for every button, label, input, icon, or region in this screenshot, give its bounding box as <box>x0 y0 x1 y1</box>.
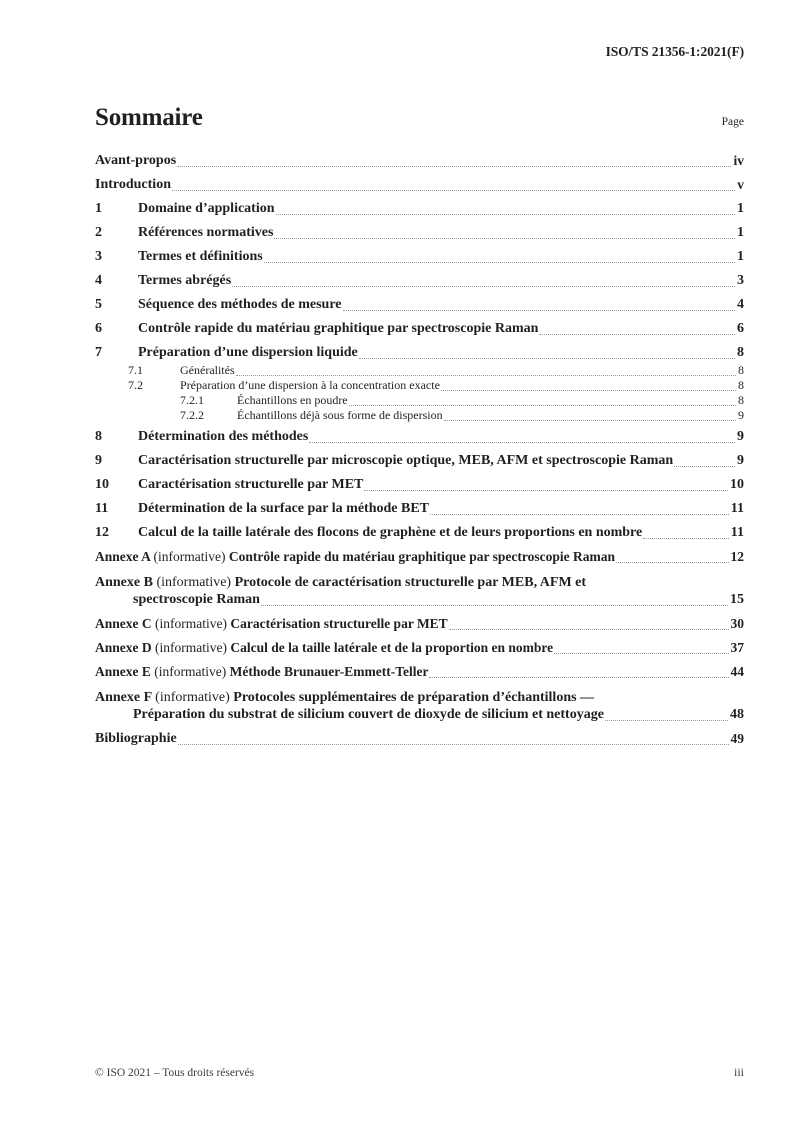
toc-leader-dots <box>264 251 735 263</box>
toc-entry-page: 6 <box>737 321 744 336</box>
toc-entry-label: Calcul de la taille latérale des flocons de graphène et de leurs proportions en nombre <box>138 525 643 540</box>
toc-entry-body <box>237 393 744 408</box>
toc-annex-page: 12 <box>730 549 744 564</box>
toc-entry-number: 7.2.1 <box>180 393 204 407</box>
toc-entry-label: Termes abrégés <box>138 273 232 288</box>
toc-entry[interactable] <box>95 153 744 169</box>
toc-entry-label: Échantillons déjà sous forme de dispersion <box>237 408 443 422</box>
toc-leader-dots <box>643 527 729 539</box>
toc-annex-title-line-1: Méthode Brunauer-Emmett-Teller <box>229 664 429 679</box>
toc-annex-informative-tag: (informative) <box>155 690 230 705</box>
page-footer <box>95 1065 744 1080</box>
toc-leader-dots <box>674 455 735 467</box>
toc-entry-page: 9 <box>737 453 744 468</box>
toc-entry-number: 9 <box>95 453 102 468</box>
toc-entry-page: 8 <box>738 378 744 392</box>
toc-entry[interactable] <box>95 225 744 241</box>
toc-entry[interactable] <box>95 321 744 337</box>
toc-annex-heading <box>95 616 448 632</box>
toc-leader-dots <box>364 479 728 491</box>
toc-annex-body <box>95 640 744 656</box>
toc-entry-number: 10 <box>95 477 109 492</box>
toc-annex-entry[interactable] <box>95 640 744 656</box>
toc-entry[interactable] <box>95 477 744 493</box>
toc-entry[interactable] <box>95 273 744 289</box>
toc-entry-body <box>180 363 744 378</box>
toc-entry-body <box>138 501 744 517</box>
toc-annex-body <box>95 688 744 723</box>
toc-annex-line-1 <box>95 688 744 707</box>
toc-leader-dots <box>429 666 728 678</box>
toc-entry-label: Avant-propos <box>95 153 177 168</box>
toc-entry[interactable] <box>95 345 744 361</box>
toc-entry-page: v <box>737 177 744 192</box>
toc-entry-page: 9 <box>737 429 744 444</box>
toc-entry[interactable] <box>95 297 744 313</box>
toc-annex-heading <box>95 664 428 680</box>
toc-annex-title-line-1: Contrôle rapide du matériau graphitique par spectroscopie Raman <box>228 549 615 564</box>
toc-entry[interactable] <box>95 453 744 469</box>
toc-entry-page: 1 <box>737 201 744 216</box>
toc-entry-body <box>138 477 744 493</box>
toc-leader-dots <box>430 503 729 515</box>
toc-annex-line-1 <box>95 573 744 592</box>
toc-leader-dots <box>605 709 728 721</box>
toc-annex-body <box>95 549 744 565</box>
toc-annex-title-line-1: Calcul de la taille latérale et de la proportion en nombre <box>230 640 554 655</box>
toc-entry-number: 5 <box>95 297 102 312</box>
toc-entry-label: Introduction <box>95 177 171 192</box>
toc-leader-dots <box>178 733 729 745</box>
toc-entry-body <box>138 525 744 541</box>
toc-annex-page: 30 <box>730 616 744 631</box>
toc-annex-entry[interactable] <box>95 573 744 608</box>
toc-entry-body <box>138 273 744 289</box>
toc-entry-body <box>138 321 744 337</box>
toc-leader-dots <box>232 275 735 287</box>
toc-entry-label: Bibliographie <box>95 731 177 746</box>
table-of-contents <box>95 153 744 755</box>
toc-entry[interactable] <box>95 393 744 408</box>
toc-entry-bibliography[interactable] <box>95 731 744 747</box>
toc-entry-number: 7.2.2 <box>180 408 204 422</box>
toc-leader-dots <box>309 431 735 443</box>
toc-annex-informative-tag: (informative) <box>153 549 226 564</box>
toc-annex-label: Annexe A <box>95 549 151 564</box>
toc-annex-label: Annexe D <box>95 640 152 655</box>
toc-entry-page: 9 <box>738 408 744 422</box>
toc-entry-number: 12 <box>95 525 109 540</box>
toc-annex-label: Annexe B <box>95 575 153 590</box>
toc-entry-label: Contrôle rapide du matériau graphitique par spectroscopie Raman <box>138 321 539 336</box>
toc-entry-label: Préparation d’une dispersion à la concentration exacte <box>180 378 440 392</box>
toc-entry-label: Domaine d’application <box>138 201 275 216</box>
toc-entry-body <box>95 153 744 169</box>
toc-annex-label: Annexe E <box>95 664 151 679</box>
toc-annex-entry[interactable] <box>95 688 744 723</box>
toc-leader-dots <box>177 155 731 167</box>
toc-entry[interactable] <box>95 378 744 393</box>
toc-entry-label: Références normatives <box>138 225 274 240</box>
toc-leader-dots <box>236 365 736 376</box>
toc-entry-label: Détermination de la surface par la méthode BET <box>138 501 429 516</box>
toc-entry-label: Échantillons en poudre <box>237 393 348 407</box>
toc-annex-title-line-2: Préparation du substrat de silicium couvert de dioxyde de silicium et nettoyage <box>133 707 604 722</box>
toc-entry-label: Caractérisation structurelle par microscopie optique, MEB, AFM et spectroscopie Raman <box>138 453 674 468</box>
toc-leader-dots <box>261 594 728 606</box>
toc-annex-page: 15 <box>730 592 744 607</box>
toc-entry-page: 11 <box>730 525 744 540</box>
toc-annex-line-1 <box>95 664 744 680</box>
toc-entry-number: 7.2 <box>128 378 143 392</box>
toc-entry-page: 8 <box>737 345 744 360</box>
toc-annex-informative-tag: (informative) <box>154 664 227 679</box>
toc-leader-dots <box>274 227 735 239</box>
toc-annex-line-1 <box>95 640 744 656</box>
toc-annex-page: 37 <box>730 640 744 655</box>
toc-annex-title-line-1: Protocoles supplémentaires de préparation d’échantillons — <box>233 690 595 705</box>
toc-entry-body <box>138 429 744 445</box>
toc-entry-body <box>180 378 744 393</box>
toc-entry-body <box>138 225 744 241</box>
toc-annex-entry[interactable] <box>95 549 744 565</box>
page-title: Sommaire <box>95 104 203 131</box>
toc-entry-number: 8 <box>95 429 102 444</box>
toc-leader-dots <box>343 299 735 311</box>
folio-number: iii <box>733 1065 744 1079</box>
toc-leader-dots <box>449 618 729 630</box>
toc-entry-page: 8 <box>738 363 744 377</box>
toc-annex-title-line-1: Caractérisation structurelle par MET <box>230 616 448 631</box>
toc-entry-label: Détermination des méthodes <box>138 429 309 444</box>
document-number-header: ISO/TS 21356-1:2021(F) <box>605 44 744 59</box>
toc-entry-page: 4 <box>737 297 744 312</box>
toc-entry-number: 7.1 <box>128 363 143 377</box>
toc-leader-dots <box>539 323 735 335</box>
toc-entry-page: 1 <box>737 225 744 240</box>
toc-entry-number: 2 <box>95 225 102 240</box>
toc-entry[interactable] <box>95 501 744 517</box>
toc-annex-heading <box>95 549 615 565</box>
toc-leader-dots <box>441 380 736 391</box>
toc-entry-body <box>138 453 744 469</box>
toc-annex-page: 48 <box>730 707 744 722</box>
toc-entry-label: Préparation d’une dispersion liquide <box>138 345 358 360</box>
toc-entry[interactable] <box>95 408 744 423</box>
toc-entry-page: 1 <box>737 249 744 264</box>
copyright-notice: © ISO 2021 – Tous droits réservés <box>95 1067 255 1079</box>
toc-entry-page: 8 <box>738 393 744 407</box>
toc-entry-page: iv <box>733 153 744 168</box>
toc-entry-label: Termes et définitions <box>138 249 263 264</box>
toc-leader-dots <box>616 551 729 563</box>
toc-leader-dots <box>349 395 736 406</box>
toc-entry-number: 4 <box>95 273 102 288</box>
toc-entry[interactable] <box>95 201 744 217</box>
toc-entry[interactable] <box>95 525 744 541</box>
toc-entry-body <box>237 408 744 423</box>
toc-entry[interactable] <box>95 177 744 193</box>
toc-entry-body <box>95 731 744 747</box>
toc-leader-dots <box>359 347 735 359</box>
toc-annex-label: Annexe F <box>95 690 152 705</box>
toc-annex-body <box>95 664 744 680</box>
toc-annex-body <box>95 616 744 632</box>
toc-annex-entry[interactable] <box>95 664 744 680</box>
toc-entry-label: Généralités <box>180 363 235 377</box>
toc-entry-page: 3 <box>737 273 744 288</box>
toc-entry-page: 11 <box>730 501 744 516</box>
toc-entry-page: 49 <box>730 731 744 746</box>
toc-title-row <box>95 105 744 130</box>
toc-entry-number: 11 <box>95 501 109 516</box>
toc-annex-heading <box>95 640 553 656</box>
toc-annex-title-line-2: spectroscopie Raman <box>133 592 260 607</box>
toc-leader-dots <box>444 410 736 421</box>
toc-entry-body <box>138 345 744 361</box>
toc-annex-line-1 <box>95 549 744 565</box>
toc-entry[interactable] <box>95 429 744 445</box>
toc-annex-line-2 <box>95 707 744 723</box>
toc-entry-number: 7 <box>95 345 102 360</box>
toc-entry[interactable] <box>95 249 744 265</box>
toc-entry-page: 10 <box>730 477 744 492</box>
toc-entry-body <box>138 249 744 265</box>
page-column-label: Page <box>721 116 744 128</box>
toc-entry-number: 6 <box>95 321 102 336</box>
toc-entry-label: Séquence des méthodes de mesure <box>138 297 342 312</box>
toc-annex-label: Annexe C <box>95 616 152 631</box>
toc-entry-body <box>138 297 744 313</box>
toc-leader-dots <box>172 179 735 191</box>
toc-annex-body <box>95 573 744 608</box>
toc-entry-body <box>138 201 744 217</box>
toc-entry-number: 1 <box>95 201 102 216</box>
toc-annex-page: 44 <box>730 664 744 679</box>
toc-leader-dots <box>276 203 735 215</box>
toc-annex-entry[interactable] <box>95 616 744 632</box>
toc-annex-informative-tag: (informative) <box>156 575 232 590</box>
toc-annex-line-1 <box>95 616 744 632</box>
toc-entry-body <box>95 177 744 193</box>
toc-annex-title-line-1: Protocole de caractérisation structurelle par MEB, AFM et <box>234 575 587 590</box>
toc-entry-number: 3 <box>95 249 102 264</box>
toc-annex-informative-tag: (informative) <box>155 616 227 631</box>
toc-annex-informative-tag: (informative) <box>155 640 227 655</box>
toc-entry-label: Caractérisation structurelle par MET <box>138 477 364 492</box>
toc-annex-line-2 <box>95 592 744 608</box>
toc-entry[interactable] <box>95 363 744 378</box>
toc-leader-dots <box>554 642 728 654</box>
